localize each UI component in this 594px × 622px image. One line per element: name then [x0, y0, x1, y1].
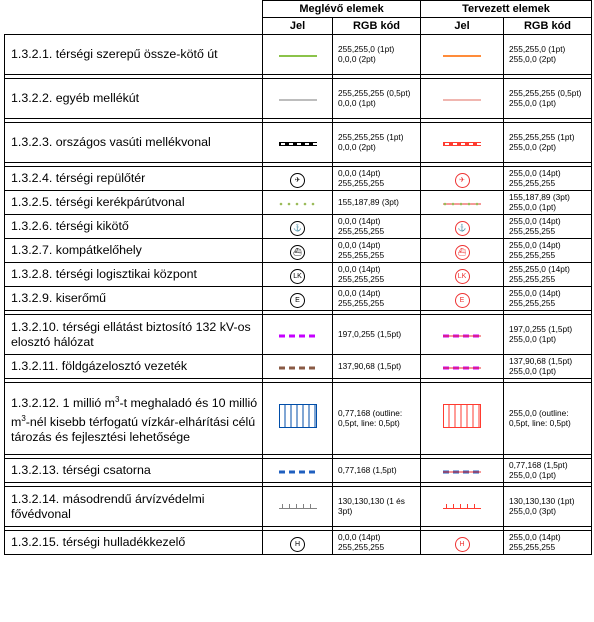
line-symbol [279, 404, 317, 428]
row-name: 1.3.2.1. térségi szerepű össze-kötő út [5, 35, 263, 75]
anchor-icon: ⚓ [455, 221, 470, 236]
legend-row [5, 287, 592, 311]
existing-rgb: 0,77,168 (1,5pt) [333, 459, 421, 483]
planned-symbol [421, 123, 504, 163]
existing-symbol [263, 487, 333, 527]
legend-row [5, 355, 592, 379]
legend-row [5, 239, 592, 263]
row-name: 1.3.2.2. egyéb mellékút [5, 79, 263, 119]
row-name-part: 3 [21, 414, 26, 423]
existing-symbol [263, 215, 333, 239]
legend-row [5, 79, 592, 119]
planned-symbol [421, 287, 504, 311]
existing-rgb: 255,255,0 (1pt) 0,0,0 (2pt) [333, 35, 421, 75]
existing-symbol [263, 287, 333, 311]
existing-rgb: 0,0,0 (14pt) 255,255,255 [333, 287, 421, 311]
planned-rgb: 255,255,255 (1pt) 255,0,0 (2pt) [504, 123, 592, 163]
planned-rgb: 197,0,255 (1,5pt) 255,0,0 (1pt) [504, 315, 592, 355]
existing-rgb: 0,0,0 (14pt) 255,255,255 [333, 239, 421, 263]
row-name: 1.3.2.5. térségi kerékpárútvonal [5, 191, 263, 215]
line-symbol [443, 97, 481, 103]
planned-symbol [421, 459, 504, 483]
planned-rgb: 155,187,89 (3pt) 255,0,0 (1pt) [504, 191, 592, 215]
existing-rgb: 0,0,0 (14pt) 255,255,255 [333, 531, 421, 555]
existing-rgb: 197,0,255 (1,5pt) [333, 315, 421, 355]
row-name-part: 3 [115, 394, 120, 404]
row-name: 1.3.2.6. térségi kikötő [5, 215, 263, 239]
existing-symbol [263, 355, 333, 379]
planned-rgb: 0,77,168 (1,5pt) 255,0,0 (1pt) [504, 459, 592, 483]
existing-rgb: 0,77,168 (outline: 0,5pt, line: 0,5pt) [333, 383, 421, 455]
planned-rgb: 255,0,0 (14pt) 255,255,255 [504, 239, 592, 263]
existing-symbol [263, 383, 333, 455]
row-name: 1.3.2.14. másodrendű árvízvédelmi fővédvonal [5, 487, 263, 527]
line-symbol [443, 201, 481, 207]
planned-rgb: 255,255,0 (1pt) 255,0,0 (2pt) [504, 35, 592, 75]
existing-symbol [263, 459, 333, 483]
row-name: 1.3.2.7. kompátkelőhely [5, 239, 263, 263]
row-name-part: 1.3.2.12. 1 millió m [11, 396, 115, 410]
header-blank-2 [5, 18, 263, 35]
header-planned: Tervezett elemek [421, 1, 592, 18]
legend-table [4, 0, 592, 555]
e-icon: E [290, 293, 305, 308]
planned-symbol [421, 215, 504, 239]
planned-rgb: 255,0,0 (outline: 0,5pt, line: 0,5pt) [504, 383, 592, 455]
anchor-icon: ⚓ [290, 221, 305, 236]
planned-symbol [421, 531, 504, 555]
header-row-cols [5, 18, 592, 35]
lk-icon: LK [290, 269, 305, 284]
legend-row [5, 487, 592, 527]
existing-rgb: 155,187,89 (3pt) [333, 191, 421, 215]
line-symbol [443, 333, 481, 339]
existing-rgb: 0,0,0 (14pt) 255,255,255 [333, 167, 421, 191]
planned-symbol [421, 79, 504, 119]
existing-symbol [263, 239, 333, 263]
legend-row [5, 459, 592, 483]
header-blank [5, 1, 263, 18]
plane-icon: ✈ [290, 173, 305, 188]
planned-rgb: 255,255,255 (0,5pt) 255,0,0 (1pt) [504, 79, 592, 119]
planned-rgb: 255,0,0 (14pt) 255,255,255 [504, 215, 592, 239]
legend-row [5, 123, 592, 163]
plane-icon: ✈ [455, 173, 470, 188]
planned-symbol [421, 487, 504, 527]
existing-rgb: 130,130,130 (1 és 3pt) [333, 487, 421, 527]
line-symbol [443, 503, 481, 511]
h-icon: H [290, 537, 305, 552]
planned-rgb: 137,90,68 (1,5pt) 255,0,0 (1pt) [504, 355, 592, 379]
existing-symbol [263, 315, 333, 355]
legend-row [5, 315, 592, 355]
planned-symbol [421, 263, 504, 287]
planned-symbol [421, 167, 504, 191]
header-rgb-planned: RGB kód [504, 18, 592, 35]
planned-symbol [421, 355, 504, 379]
existing-symbol [263, 263, 333, 287]
row-name: 1.3.2.9. kiserőmű [5, 287, 263, 311]
legend-row [5, 167, 592, 191]
row-name-part: -nél kisebb térfogatú vízkár-elhárítási célú tározás és fejlesztési lehetősége [11, 415, 256, 445]
legend-row [5, 383, 592, 455]
legend-row [5, 191, 592, 215]
planned-rgb: 255,0,0 (14pt) 255,255,255 [504, 287, 592, 311]
row-name: 1.3.2.15. térségi hulladékkezelő [5, 531, 263, 555]
row-name [5, 383, 263, 455]
line-symbol [279, 503, 317, 511]
row-name-part: -t meghaladó és 10 millió m [11, 396, 258, 430]
line-symbol [443, 404, 481, 428]
line-symbol [279, 333, 317, 339]
planned-symbol [421, 383, 504, 455]
existing-rgb: 255,255,255 (0,5pt) 0,0,0 (1pt) [333, 79, 421, 119]
row-name: 1.3.2.4. térségi repülőtér [5, 167, 263, 191]
existing-symbol [263, 79, 333, 119]
legend-row [5, 263, 592, 287]
planned-symbol [421, 35, 504, 75]
planned-rgb: 255,0,0 (14pt) 255,255,255 [504, 531, 592, 555]
line-symbol [443, 365, 481, 371]
planned-rgb: 255,255,0 (14pt) 255,255,255 [504, 263, 592, 287]
legend-rows [5, 35, 592, 555]
header-existing: Meglévő elemek [263, 1, 421, 18]
line-symbol [279, 141, 317, 147]
row-name: 1.3.2.8. térségi logisztikai központ [5, 263, 263, 287]
ferry-icon: ⛴ [455, 245, 470, 260]
planned-symbol [421, 239, 504, 263]
e-icon: E [455, 293, 470, 308]
line-symbol [279, 97, 317, 103]
line-symbol [443, 469, 481, 475]
existing-rgb: 0,0,0 (14pt) 255,255,255 [333, 215, 421, 239]
line-symbol [279, 53, 317, 59]
line-symbol [279, 365, 317, 371]
planned-symbol [421, 191, 504, 215]
line-symbol [279, 469, 317, 475]
line-symbol [443, 53, 481, 59]
line-symbol [279, 201, 317, 207]
existing-rgb: 0,0,0 (14pt) 255,255,255 [333, 263, 421, 287]
ferry-icon: ⛴ [290, 245, 305, 260]
row-name: 1.3.2.11. földgázelosztó vezeték [5, 355, 263, 379]
row-name: 1.3.2.13. térségi csatorna [5, 459, 263, 483]
planned-rgb: 130,130,130 (1pt) 255,0,0 (3pt) [504, 487, 592, 527]
lk-icon: LK [455, 269, 470, 284]
existing-rgb: 137,90,68 (1,5pt) [333, 355, 421, 379]
existing-symbol [263, 123, 333, 163]
existing-symbol [263, 167, 333, 191]
header-sym-planned: Jel [421, 18, 504, 35]
legend-row [5, 35, 592, 75]
existing-rgb: 255,255,255 (1pt) 0,0,0 (2pt) [333, 123, 421, 163]
h-icon: H [455, 537, 470, 552]
planned-rgb: 255,0,0 (14pt) 255,255,255 [504, 167, 592, 191]
existing-symbol [263, 35, 333, 75]
row-name: 1.3.2.3. országos vasúti mellékvonal [5, 123, 263, 163]
header-row-group [5, 1, 592, 18]
existing-symbol [263, 191, 333, 215]
line-symbol [443, 141, 481, 147]
existing-symbol [263, 531, 333, 555]
row-name: 1.3.2.10. térségi ellátást biztosító 132 kV-os elosztó hálózat [5, 315, 263, 355]
header-sym-existing: Jel [263, 18, 333, 35]
legend-row [5, 531, 592, 555]
planned-symbol [421, 315, 504, 355]
header-rgb-existing: RGB kód [333, 18, 421, 35]
legend-row [5, 215, 592, 239]
